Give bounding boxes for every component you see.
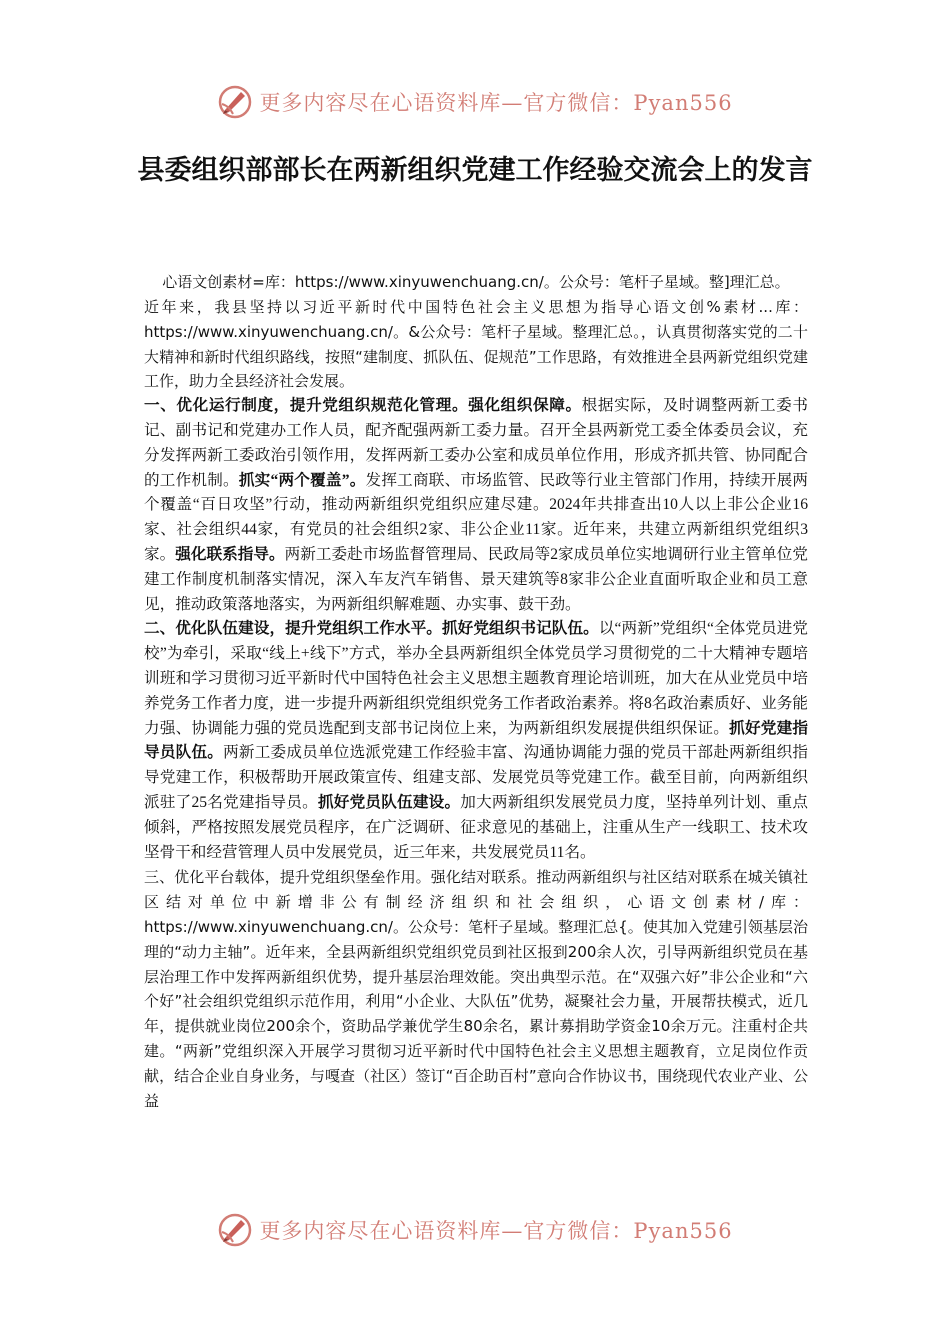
watermark-banner-bottom [0,1210,950,1250]
section-2-sub3-title: 抓好党员队伍建设。 [317,793,461,811]
watermark-banner-top [0,82,950,122]
section-1-sub2-title: 抓实“两个覆盖”。 [238,471,366,489]
section-2-paragraph [144,617,808,865]
section-1-sub1-text: 根据实际，及时调整两新工委书记、副书记和党建办工作人员，配齐配强两新工委力量。召开全县两新党工委全体委员会议，充分发挥两新工委政治引领作用，发挥两新工委办公室和成员单位作用，形成齐抓共管、协同配合的工作机制。 [144,397,808,489]
section-2-sub2-title: 抓好党建指导员队伍。 [144,719,808,762]
section-2-sub2-text: 两新工委成员单位选派党建工作经验丰富、沟通协调能力强的党员干部赴两新组织指导党建工作，积极帮助开展政策宣传、组建支部、发展党员等党建工作。截至目前，向两新组织派驻了25名党建指导员。 [144,744,808,811]
pen-logo-icon [217,1212,253,1248]
pen-logo-icon [217,84,253,120]
section-1-heading: 一、优化运行制度，提升党组织规范化管理。 [144,397,469,415]
source-line: 心语文创素材=库：https://www.xinyuwenchuang.cn/。公众号：笔杆子星域。整]理汇总。 [162,273,790,291]
section-1-sub3-text: 两新工委赴市场监督管理局、民政局等2家成员单位实地调研行业主管单位党建工作制度机制落实情况，深入车友汽车销售、景天建筑等8家非公企业直面听取企业和员工意见，推动政策落地落实，为两新组织解难题、办实事、鼓干劲。 [144,545,808,613]
watermark-text: 更多内容尽在心语资料库—官方微信：Pyan556 [259,1219,733,1243]
watermark-text: 更多内容尽在心语资料库—官方微信：Pyan556 [259,91,733,115]
section-2-sub1-text: 以“两新”党组织“全体党员进党校”为牵引，采取“线上+线下”方式，举办全县两新组织全体党员学习贯彻党的二十大精神专题培训班和学习贯彻习近平新时代中国特色社会主义思想主题教育理论培训班，加大在从业党员中培养党务工作者力度，进一步提升两新组织党组织党务工作者政治素养。将8名政治素质好、业务能力强、协调能力强的党员选配到支部书记岗位上来，为两新组织发展提供组织保证。 [144,620,808,737]
section-2-heading: 二、优化队伍建设，提升党组织工作水平。 [144,620,442,638]
section-3-paragraph: 三、优化平台载体，提升党组织堡垒作用。强化结对联系。推动两新组织与社区结对联系在城关镇社区结对单位中新增非公有制经济组织和社会组织，心语文创素材/库：https://www.xinyuwenchuang.cn/。公众号：笔杆子星域。整理汇总{。使其加入党建引领基层治理的“动力主轴”。近年来，全县两新组织党组织党员到社区报到200余人次，引导两新组织党员在基层治理工作中发挥两新组织优势，提升基层治理效能。突出典型示范。在“双强六好”非公企业和“六个好”社会组织党组织示范作用，利用“小企业、大队伍”优势，凝聚社会力量，开展帮扶模式，近几年，提供就业岗位200余个，资助品学兼优学生80余名，累计募捐助学资金10余万元。注重村企共建。“两新”党组织深入开展学习贯彻习近平新时代中国特色社会主义思想主题教育，立足岗位作贡献，结合企业自身业务，与嘎查（社区）签订“百企助百村”意向合作协议书，围绕现代农业产业、公益 [144,868,808,1110]
section-2-sub1-title: 抓好党组织书记队伍。 [442,620,599,638]
page-title: 县委组织部部长在两新组织党建工作经验交流会上的发言 [137,155,813,186]
intro-paragraph: 近年来，我县坚持以习近平新时代中国特色社会主义思想为指导心语文创%素材...库：https://www.xinyuwenchuang.cn/。&公众号：笔杆子星域。整理汇总。，认真贯彻落实党的二十大精神和新时代组织路线，按照“建制度、抓队伍、促规范”工作思路，有效推进全县两新党组织党建工作，助力全县经济社会发展。 [144,298,808,391]
document-body [144,270,808,1113]
section-1-sub1-title: 强化组织保障。 [468,397,582,415]
section-1-paragraph [144,394,808,617]
section-1-sub2-text: 发挥工商联、市场监管、民政等行业主管部门作用，持续开展两个覆盖“百日攻坚”行动，推动两新组织党组织应建尽建。2024年共排查出10人以上非公企业16家、社会组织44家，有党员的社会组织2家、非公企业11家。近年来，共建立两新组织党组织3家。 [144,471,808,563]
section-2-sub3-text: 加大两新组织发展党员力度，坚持单列计划、重点倾斜，严格按照发展党员程序，在广泛调研、征求意见的基础上，注重从生产一线职工、技术攻坚骨干和经营管理人员中发展党员，近三年来，共发展党员11名。 [144,793,808,861]
section-1-sub3-title: 强化联系指导。 [175,545,285,563]
